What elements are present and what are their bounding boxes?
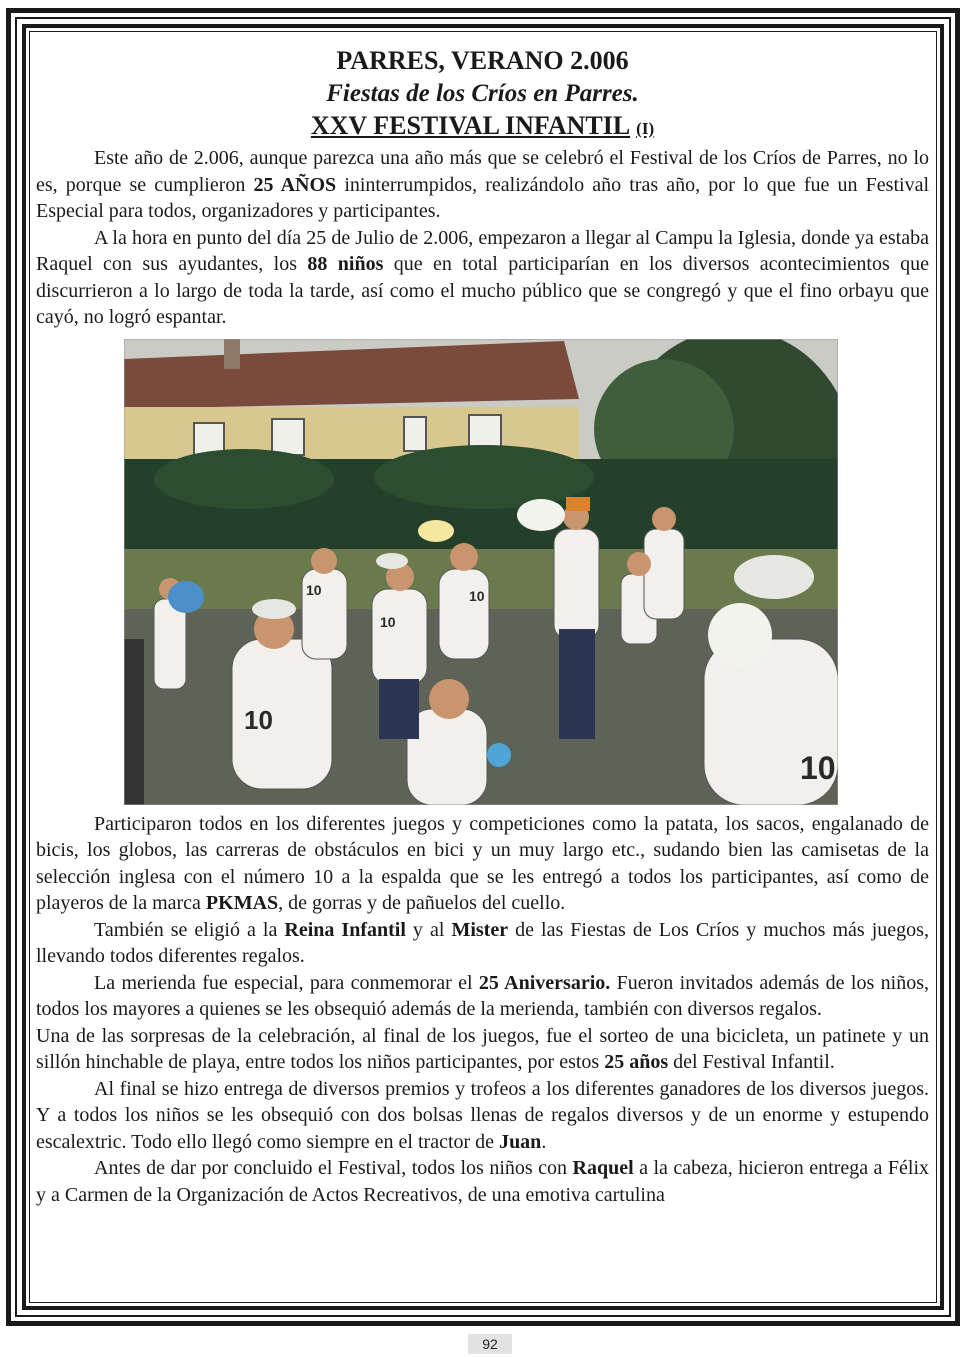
paragraph-bold: Juan xyxy=(499,1130,542,1153)
paragraph-bold: Raquel xyxy=(572,1157,634,1179)
paragraph xyxy=(36,1023,929,1076)
paragraph xyxy=(36,917,929,970)
paragraph xyxy=(36,1076,929,1156)
paragraph-text: ininterrumpidos, realizándolo año tras año, por lo que fue un Festival Especial para todos, organizadores y participantes. xyxy=(36,173,929,222)
paragraph-text: de las Fiestas de Los Críos y muchos más juegos, llevando todos diferentes regalos. xyxy=(36,918,929,967)
paragraph xyxy=(36,145,929,225)
paragraph-text: A la hora en punto del día 25 de Julio de 2.006, empezaron a llegar al Campu la Iglesia, donde ya estaba Raquel con sus ayudantes, los xyxy=(36,226,929,275)
page-title: PARRES, VERANO 2.006 xyxy=(336,46,629,75)
page-content xyxy=(36,44,929,1208)
paragraph-text: . xyxy=(541,1130,547,1153)
paragraph-text: Este año de 2.006, aunque parezca una año más que se celebró el Festival de los Críos de Parres, no lo es, porque se cumplieron xyxy=(36,147,929,196)
paragraph-bold: 88 niños xyxy=(307,253,384,275)
svg-text:10: 10 xyxy=(306,581,322,598)
paragraph-text: , de gorras y de pañuelos del cuello. xyxy=(278,892,566,914)
paragraph-bold: Mister xyxy=(451,918,509,941)
section-heading-mark: (I) xyxy=(636,119,655,138)
article-text-bottom xyxy=(36,811,929,1209)
svg-text:10: 10 xyxy=(380,613,396,630)
paragraph-text: Participaron todos en los diferentes juegos y competiciones como la patata, los sacos, engalanado de bicis, los globos, las carreras de obstáculos en bici y un muy largo etc., sudando bien las camisetas de la selección inglesa con el número 10 a la espalda que se les entregó a todos los participantes, así como de playeros de la marca xyxy=(36,812,929,914)
paragraph-text: Al final se hizo entrega de diversos premios y trofeos a los diferentes ganadores de los diversos juegos. Y a todos los niños se les obsequió con dos bolsas llenas de regalos diversos y de un enorme y estupendo escalextric. Todo ello llegó como siempre en el tractor de xyxy=(36,1077,929,1153)
paragraph-bold: PKMAS xyxy=(205,892,279,914)
paragraph-text: También se eligió a la xyxy=(94,918,285,941)
paragraph-text: Antes de dar por concluido el Festival, todos los niños con xyxy=(94,1157,573,1179)
paragraph-bold: Reina Infantil xyxy=(284,918,406,941)
section-heading xyxy=(36,110,929,145)
svg-text:10: 10 xyxy=(244,704,273,735)
festival-photo xyxy=(124,339,838,805)
paragraph-text: Fueron invitados además de los niños, todos los mayores a quienes se les obsequió además de la merienda, también con diversos regalos. xyxy=(36,971,929,1020)
section-heading-text: XXV FESTIVAL INFANTIL xyxy=(310,111,631,140)
paragraph-text: a la cabeza, hicieron entrega a Félix y a Carmen de la Organización de Actos Recreativos, de una emotiva cartulina xyxy=(36,1157,930,1206)
paragraph-bold: 25 Aniversario. xyxy=(478,971,611,994)
svg-text:10: 10 xyxy=(469,587,485,604)
paragraph xyxy=(36,1155,929,1208)
paragraph xyxy=(36,811,929,917)
paragraph-text: La merienda fue especial, para conmemorar el xyxy=(94,971,479,994)
paragraph-text: Una de las sorpresas de la celebración, al final de los juegos, fue el sorteo de una bicicleta, un patinete y un sillón hinchable de playa, entre todos los niños participantes, por estos xyxy=(36,1024,929,1073)
paragraph xyxy=(36,970,929,1023)
paragraph-text: del Festival Infantil. xyxy=(668,1051,835,1073)
paragraph-bold: 25 años xyxy=(604,1051,669,1073)
paragraph-bold: 25 AÑOS xyxy=(253,173,337,196)
paragraph xyxy=(36,225,929,331)
paragraph-text: y al xyxy=(405,918,452,941)
paragraph-text: que en total participarían en los diversos acontecimientos que discurrieron a lo largo de toda la tarde, así como el mucho público que se congregó y que el fino orbayu que cayó, no logró espantar. xyxy=(36,253,929,328)
page-number: 92 xyxy=(468,1334,512,1354)
article-text-top xyxy=(36,145,929,331)
svg-text:10: 10 xyxy=(800,749,836,786)
page-subtitle: Fiestas de los Críos en Parres. xyxy=(326,80,639,107)
